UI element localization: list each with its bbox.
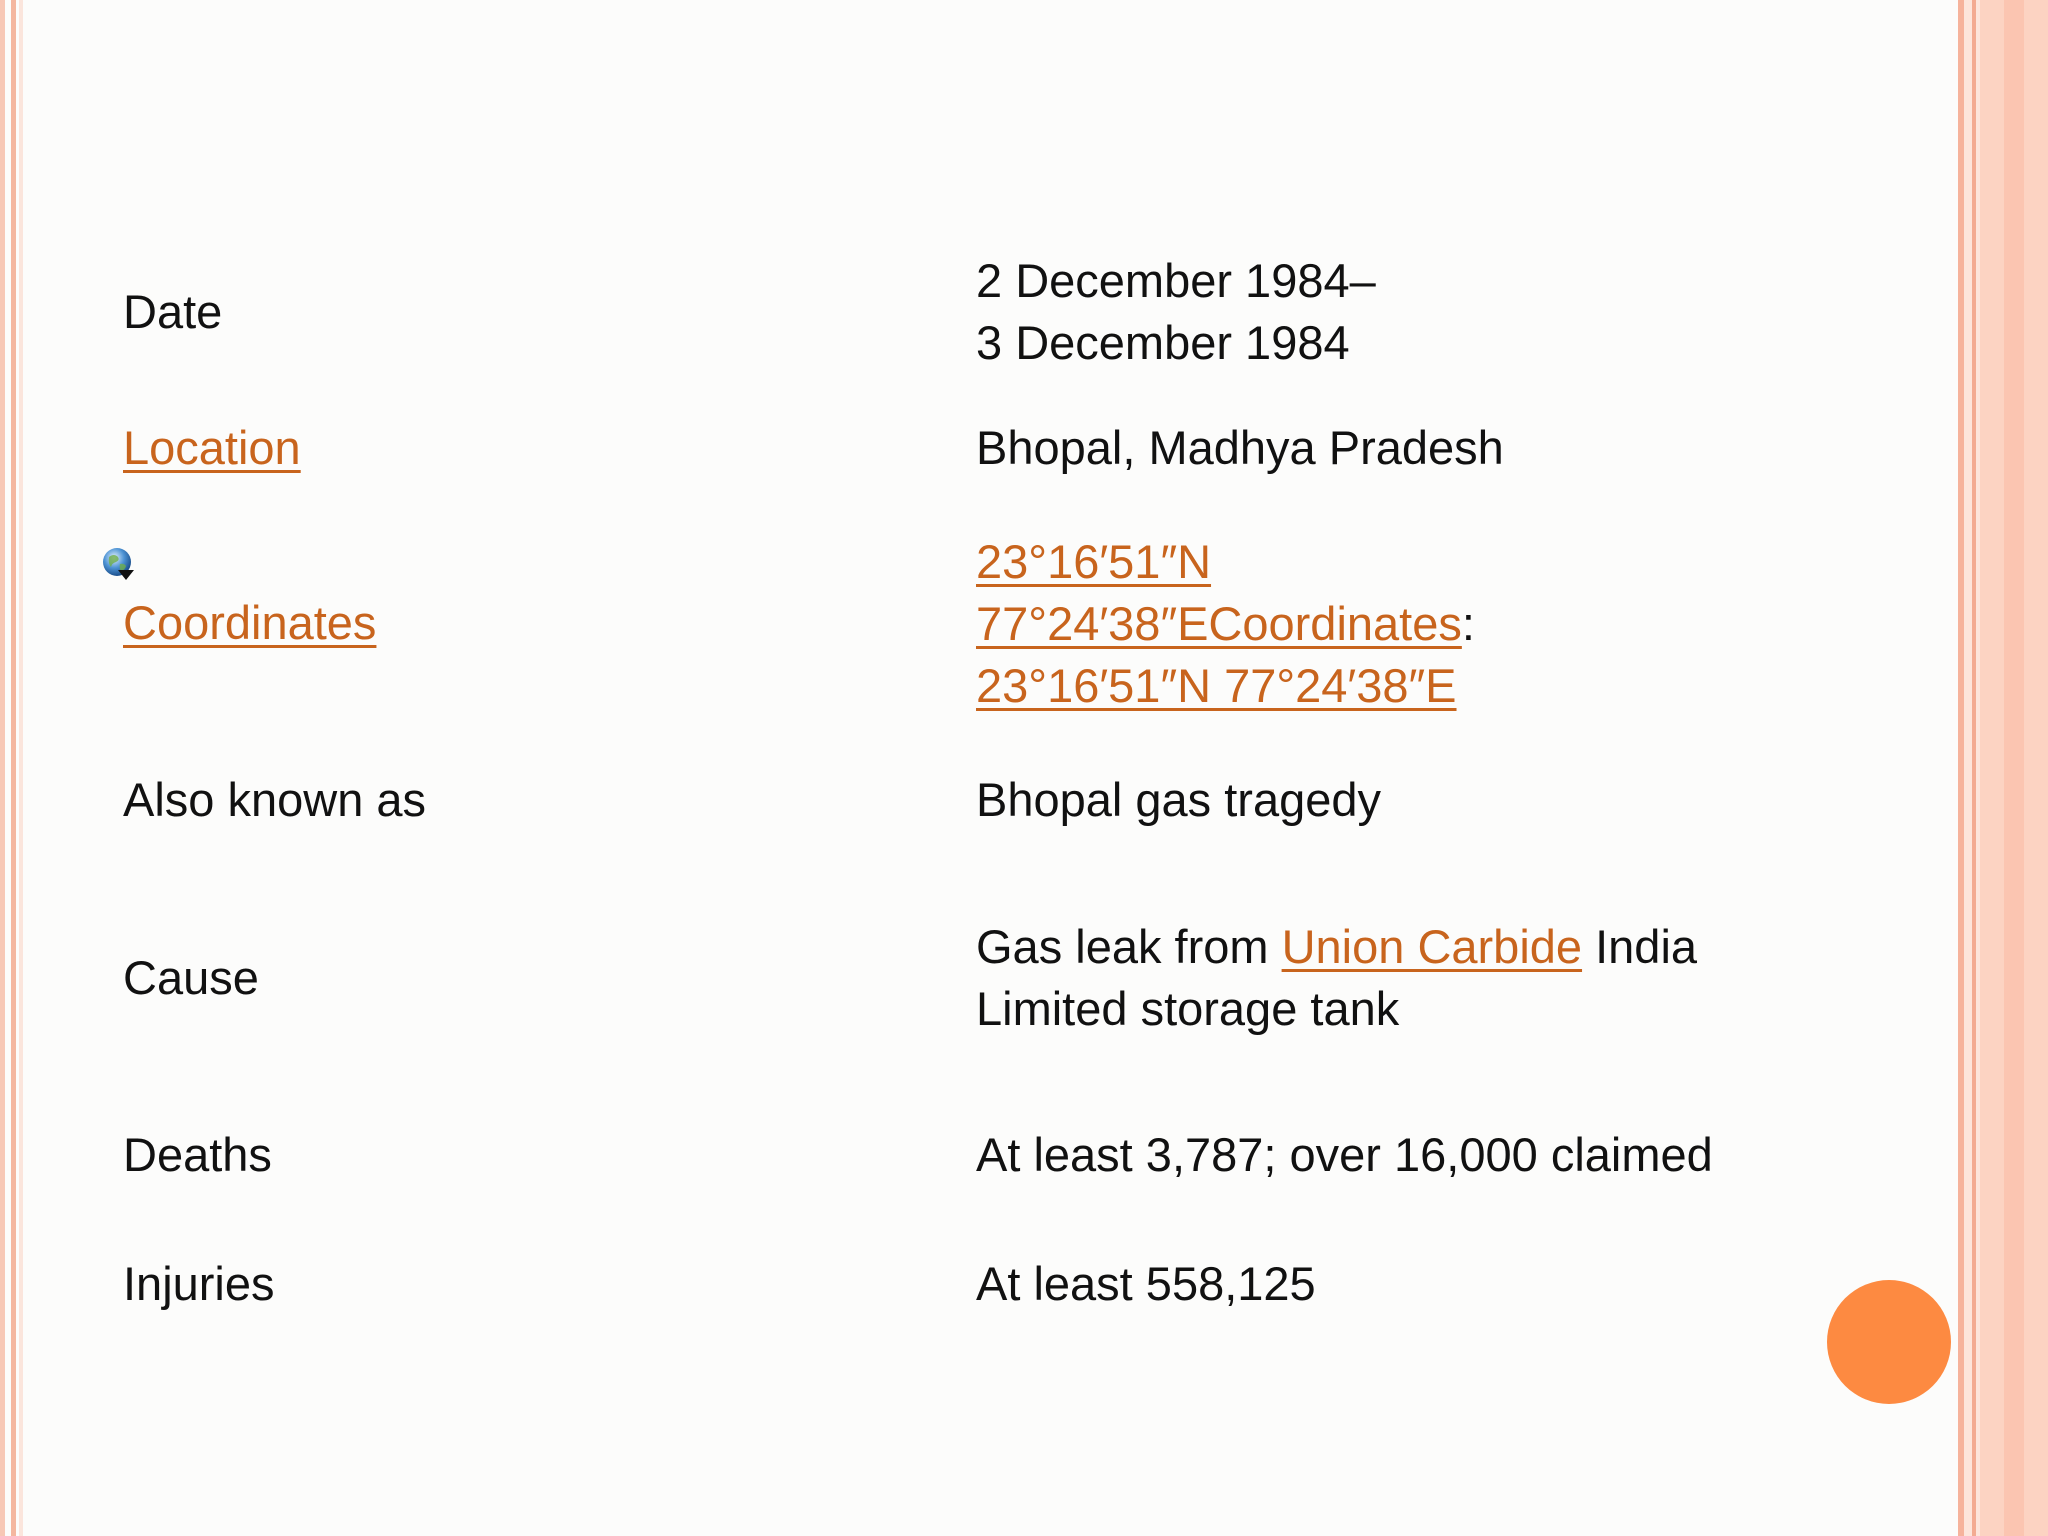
cause-value-prefix: Gas leak from bbox=[976, 920, 1282, 973]
cause-label: Cause bbox=[123, 951, 259, 1004]
date-value-line1: 2 December 1984– bbox=[976, 254, 1376, 307]
also-known-as-value: Bhopal gas tragedy bbox=[976, 773, 1382, 826]
right-border-stripe bbox=[2024, 0, 2048, 1536]
injuries-value: At least 558,125 bbox=[976, 1257, 1316, 1310]
date-value-line2: 3 December 1984 bbox=[976, 316, 1350, 369]
deaths-value: At least 3,787; over 16,000 claimed bbox=[976, 1128, 1713, 1181]
location-value: Bhopal, Madhya Pradesh bbox=[976, 421, 1504, 474]
left-border-stripe bbox=[0, 0, 5, 1536]
cause-value-suffix: India bbox=[1582, 920, 1698, 973]
date-label: Date bbox=[123, 285, 223, 338]
coordinates-link[interactable]: Coordinates bbox=[123, 596, 377, 649]
union-carbide-link[interactable]: Union Carbide bbox=[1281, 920, 1583, 973]
left-border-stripe bbox=[11, 0, 16, 1536]
location-label bbox=[123, 417, 301, 479]
injuries-label: Injuries bbox=[123, 1257, 275, 1310]
accent-circle bbox=[1827, 1280, 1951, 1404]
right-border-stripe bbox=[1972, 0, 1976, 1536]
coordinates-value bbox=[976, 531, 1475, 717]
cause-value-line2: Limited storage tank bbox=[976, 982, 1400, 1035]
right-border-stripe bbox=[1980, 0, 2004, 1536]
deaths-label: Deaths bbox=[123, 1128, 272, 1181]
coordinates-value-link-3[interactable]: 23°16′51″N 77°24′38″E bbox=[976, 659, 1457, 712]
right-border-stripe bbox=[2004, 0, 2024, 1536]
coordinates-colon: : bbox=[1461, 597, 1475, 650]
coordinates-value-link-2[interactable]: 77°24′38″ECoordinates bbox=[976, 597, 1462, 650]
right-border-stripe bbox=[1958, 0, 1964, 1536]
coordinates-label bbox=[123, 592, 376, 654]
date-value bbox=[976, 250, 1376, 374]
cause-value bbox=[976, 916, 1697, 1040]
coordinates-value-link-1[interactable]: 23°16′51″N bbox=[976, 535, 1212, 588]
also-known-as-label: Also known as bbox=[123, 773, 427, 826]
globe-icon bbox=[100, 546, 136, 582]
left-border-stripe bbox=[19, 0, 23, 1536]
location-link[interactable]: Location bbox=[123, 421, 301, 474]
